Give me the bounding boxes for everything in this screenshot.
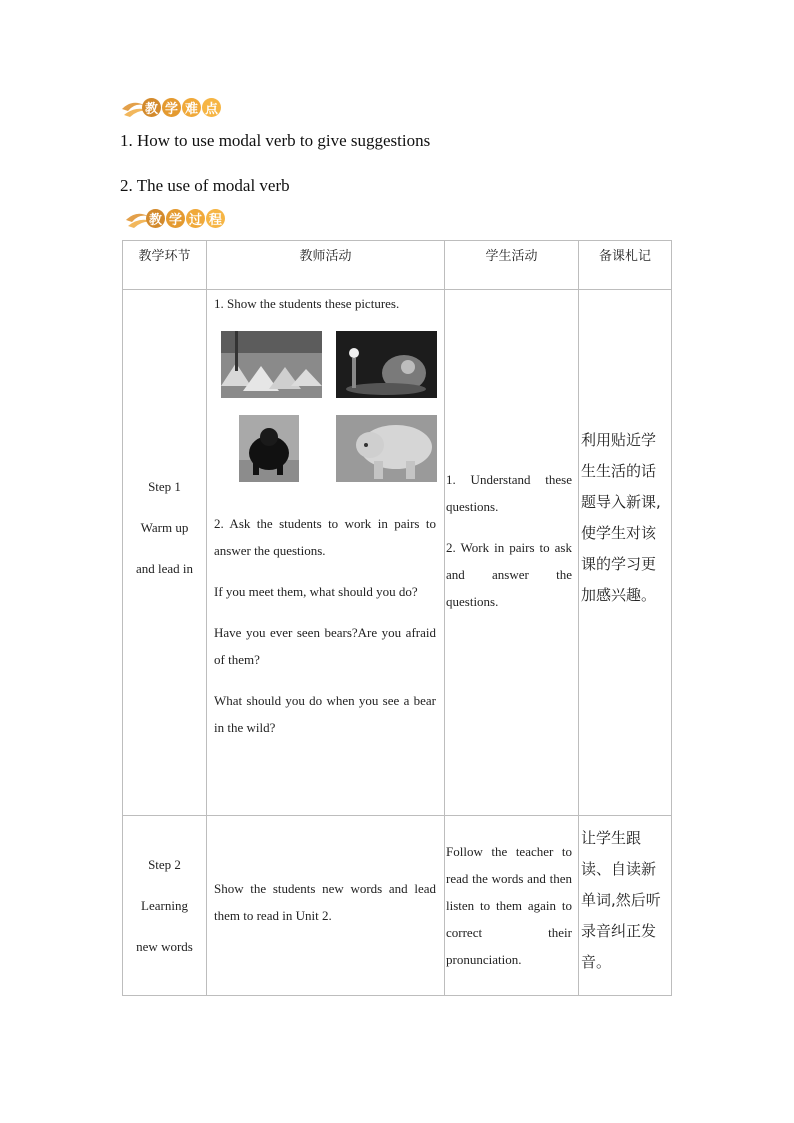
teacher-step-text: 2. Ask the students to work in pairs to answer the questions.	[214, 516, 436, 558]
badge-char: 过	[186, 209, 205, 228]
notes-cell	[579, 816, 672, 996]
student-activity-cell	[445, 290, 579, 816]
stage-title: Learning	[141, 898, 188, 913]
student-step-text: 1. Understand these questions.	[446, 471, 572, 514]
badge-char: 教	[142, 98, 161, 117]
black-bear-photo	[239, 415, 299, 482]
brown-bear-photo	[336, 415, 437, 482]
stage-title: new words	[136, 939, 193, 954]
question-text: Have you ever seen bears?Are you afraid of them?	[214, 625, 436, 667]
header-notes: 备课札记	[579, 241, 672, 290]
difficulty-item: 2. The use of modal verb	[120, 176, 290, 195]
header-teacher-activity: 教师活动	[207, 241, 445, 290]
badge-char: 难	[182, 98, 201, 117]
stage-cell	[123, 290, 207, 816]
section-badge-difficulties	[120, 95, 230, 121]
stage-step: Step 2	[148, 857, 181, 872]
question-text: What should you do when you see a bear in the wild?	[214, 693, 436, 735]
teacher-step-text: Show the students new words and lead them to read in Unit 2.	[214, 880, 436, 923]
teacher-activity-cell	[207, 816, 445, 996]
table-header-row	[123, 241, 672, 290]
header-stage: 教学环节	[123, 241, 207, 290]
badge-char: 学	[166, 209, 185, 228]
campfire-night-photo	[336, 331, 437, 398]
stage-title: Warm up	[140, 520, 189, 535]
question-text: If you meet them, what should you do?	[214, 584, 418, 599]
teacher-step-text: 1. Show the students these pictures.	[214, 296, 400, 311]
table-row	[123, 816, 672, 996]
stage-step: Step 1	[148, 479, 181, 494]
badge-char: 教	[146, 209, 165, 228]
stage-title: and lead in	[135, 561, 194, 576]
notes-cell	[579, 290, 672, 816]
table-row	[123, 290, 672, 816]
student-activity-cell	[445, 816, 579, 996]
picture-group	[207, 317, 444, 482]
teacher-activity-cell	[207, 290, 445, 816]
lesson-note: 让学生跟读、自读新单词,然后听录音纠正发音。	[581, 829, 661, 971]
section-badge-process	[124, 206, 234, 232]
badge-char: 学	[162, 98, 181, 117]
student-step-text: Follow the teacher to read the words and then listen to them again to correct their pronunciation.	[446, 844, 572, 967]
badge-char: 点	[202, 98, 221, 117]
stage-cell	[123, 816, 207, 996]
student-step-text: 2. Work in pairs to ask and answer the questions.	[446, 539, 572, 609]
lesson-note: 利用贴近学生生活的话题导入新课,使学生对该课的学习更加感兴趣。	[581, 430, 661, 604]
lesson-plan-table	[122, 240, 672, 996]
tents-camping-photo	[221, 331, 322, 398]
badge-char: 程	[206, 209, 225, 228]
difficulty-item: 1. How to use modal verb to give suggestions	[120, 131, 431, 150]
header-student-activity: 学生活动	[445, 241, 579, 290]
